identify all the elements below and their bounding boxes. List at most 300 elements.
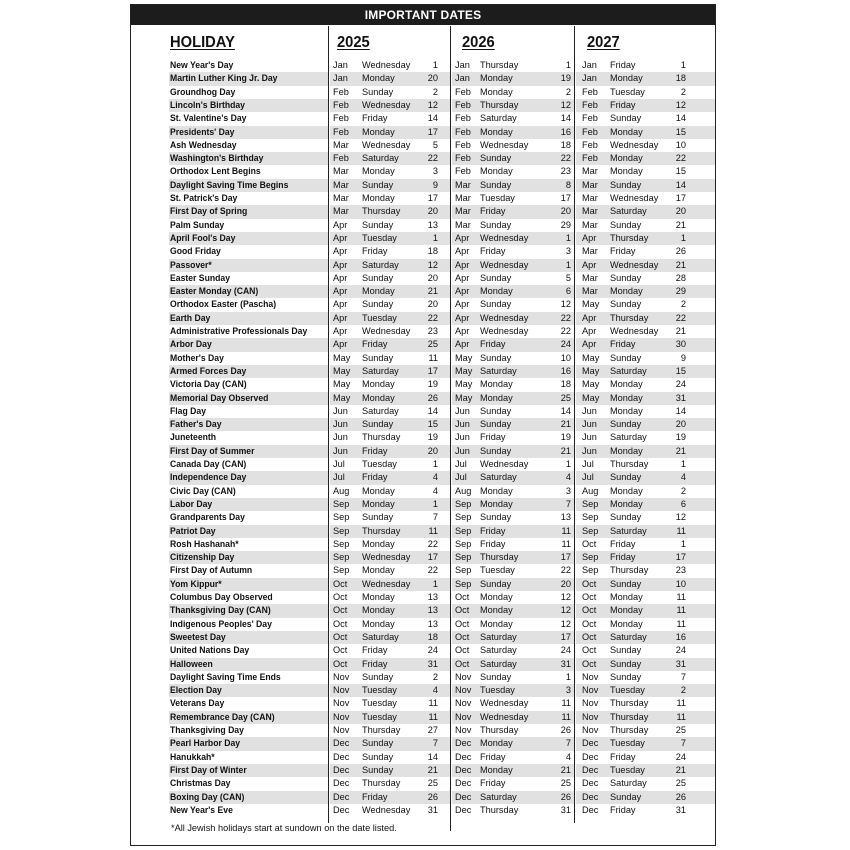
year-2025-day-number: 4 xyxy=(432,485,438,496)
year-2026-day-number: 26 xyxy=(560,791,571,802)
year-2025-day-number: 17 xyxy=(427,193,438,203)
table-row xyxy=(131,72,715,85)
year-2026-weekday: Wednesday xyxy=(480,711,529,722)
table-row xyxy=(131,724,715,737)
row-shading xyxy=(576,471,715,484)
table-row xyxy=(131,352,715,365)
year-2027-weekday: Sunday xyxy=(610,578,642,589)
holiday-name: Daylight Saving Time Begins xyxy=(170,179,289,190)
year-2027-day-number: 2 xyxy=(680,485,686,496)
year-2026-day-number: 12 xyxy=(560,99,571,110)
year-2026-day-number: 3 xyxy=(565,685,571,696)
year-2027-weekday: Thursday xyxy=(610,711,649,722)
year-2025-weekday: Friday xyxy=(362,658,388,669)
holiday-name: Canada Day (CAN) xyxy=(170,459,247,469)
year-2025-month: Nov xyxy=(333,698,350,709)
year-2026-month: Jan xyxy=(455,73,470,84)
year-2026-weekday: Wednesday xyxy=(480,259,529,270)
year-2026-weekday: Monday xyxy=(480,618,513,629)
table-row xyxy=(131,298,715,311)
year-2025-month: Apr xyxy=(333,299,348,310)
year-2026-day-number: 3 xyxy=(565,485,571,496)
year-2026-day-number: 31 xyxy=(560,658,571,669)
year-2027-weekday: Wednesday xyxy=(610,326,659,336)
table-row xyxy=(131,644,715,657)
year-2026-month: Feb xyxy=(455,126,471,137)
year-2027-day-number: 14 xyxy=(675,113,686,124)
year-2026-day-number: 21 xyxy=(560,445,571,456)
year-2027-month: Mar xyxy=(582,166,598,177)
table-row xyxy=(131,126,715,139)
table-row xyxy=(131,139,715,152)
year-2026-weekday: Monday xyxy=(480,286,513,297)
year-2027-month: Mar xyxy=(582,286,598,297)
page-title: IMPORTANT DATES xyxy=(131,5,715,25)
year-2025-weekday: Monday xyxy=(362,392,395,403)
year-2026-weekday: Saturday xyxy=(480,472,517,483)
year-2026-month: Oct xyxy=(455,631,470,642)
year-2026-month: Apr xyxy=(455,246,470,257)
year-2025-day-number: 3 xyxy=(432,166,438,177)
year-2026-month: Apr xyxy=(455,326,470,336)
year-2027-weekday: Monday xyxy=(610,485,643,496)
holiday-name: Thanksgiving Day (CAN) xyxy=(170,605,271,616)
table-row xyxy=(131,312,715,325)
year-2026-day-number: 3 xyxy=(565,246,571,257)
year-2027-weekday: Monday xyxy=(610,618,643,629)
year-2025-weekday: Wednesday xyxy=(362,804,411,815)
year-2025-month: Apr xyxy=(333,272,348,283)
year-2025-month: Apr xyxy=(333,326,348,336)
year-2027-day-number: 15 xyxy=(675,365,686,376)
year-2027-month: Oct xyxy=(582,658,597,669)
year-2026-month: Feb xyxy=(455,153,471,164)
holiday-name: Flag Day xyxy=(170,405,206,416)
year-2027-weekday: Monday xyxy=(610,392,643,403)
year-2025-weekday: Monday xyxy=(362,126,395,137)
table-row xyxy=(131,485,715,498)
table-row xyxy=(131,658,715,671)
year-2027-day-number: 11 xyxy=(676,525,686,536)
year-2027-day-number: 12 xyxy=(675,512,686,523)
holiday-name: Orthodox Easter (Pascha) xyxy=(170,299,277,310)
year-2026-month: Jul xyxy=(455,459,467,469)
year-2025-month: Mar xyxy=(333,139,349,150)
year-2027-weekday: Saturday xyxy=(610,365,647,376)
year-2026-weekday: Saturday xyxy=(480,791,517,802)
year-2026-weekday: Friday xyxy=(480,525,506,536)
year-2025-day-number: 7 xyxy=(432,512,438,523)
year-2025-month: Apr xyxy=(333,286,348,297)
year-2027-month: Apr xyxy=(582,232,597,243)
year-2025-day-number: 23 xyxy=(427,326,438,336)
year-2026-day-number: 1 xyxy=(565,259,571,270)
year-2027-month: Feb xyxy=(582,99,598,110)
holiday-name: St. Valentine's Day xyxy=(170,113,247,124)
year-2025-day-number: 1 xyxy=(432,498,438,509)
year-2027-weekday: Thursday xyxy=(610,725,649,735)
year-2027-day-number: 11 xyxy=(676,592,686,602)
year-2025-weekday: Friday xyxy=(362,246,388,257)
year-2026-day-number: 1 xyxy=(565,60,571,70)
year-2027-weekday: Sunday xyxy=(610,179,642,190)
year-2027-weekday: Friday xyxy=(610,246,636,257)
year-2027-month: Apr xyxy=(582,259,597,270)
year-2026-weekday: Wednesday xyxy=(480,312,529,323)
year-2027-month: Mar xyxy=(582,219,598,230)
year-2027-day-number: 21 xyxy=(675,764,686,775)
year-2025-day-number: 11 xyxy=(428,711,438,722)
year-2025-month: Feb xyxy=(333,113,349,124)
year-2026-weekday: Saturday xyxy=(480,658,517,669)
year-2026-month: Dec xyxy=(455,764,472,775)
year-2027-month: Apr xyxy=(582,339,597,350)
table-row xyxy=(131,86,715,99)
year-2026-weekday: Friday xyxy=(480,206,506,217)
year-2026-day-number: 5 xyxy=(565,272,571,283)
year-2026-day-number: 21 xyxy=(560,764,571,775)
year-2027-weekday: Thursday xyxy=(610,459,649,469)
table-row xyxy=(131,285,715,298)
year-2027-weekday: Friday xyxy=(610,99,636,110)
year-2026-weekday: Thursday xyxy=(480,552,519,563)
year-2026-weekday: Friday xyxy=(480,339,506,350)
year-2027-month: Sep xyxy=(582,525,599,536)
year-2025-month: Sep xyxy=(333,498,350,509)
year-2026-month: Feb xyxy=(455,99,471,110)
holiday-name: Orthodox Lent Begins xyxy=(170,166,261,177)
year-2025-weekday: Saturday xyxy=(362,631,399,642)
year-2027-weekday: Friday xyxy=(610,339,636,350)
year-2025-weekday: Wednesday xyxy=(362,139,411,150)
year-2025-weekday: Monday xyxy=(362,193,395,203)
year-2026-month: Sep xyxy=(455,498,472,509)
year-2025-day-number: 26 xyxy=(427,791,438,802)
holiday-name: First Day of Winter xyxy=(170,764,247,775)
year-2027-month: Dec xyxy=(582,791,599,802)
year-2026-month: Feb xyxy=(455,86,471,97)
year-2026-weekday: Monday xyxy=(480,605,513,616)
year-2025-header: 2025 xyxy=(337,34,370,51)
year-2026-month: Sep xyxy=(455,525,472,536)
year-2027-weekday: Wednesday xyxy=(610,139,659,150)
year-2026-weekday: Sunday xyxy=(480,512,512,523)
table-row xyxy=(131,777,715,790)
row-shading xyxy=(576,72,715,85)
year-2026-weekday: Monday xyxy=(480,592,513,602)
year-2027-weekday: Tuesday xyxy=(610,764,645,775)
year-2027-day-number: 10 xyxy=(675,139,686,150)
year-2026-header: 2026 xyxy=(462,34,495,51)
year-2027-day-number: 19 xyxy=(675,432,686,443)
table-row xyxy=(131,511,715,524)
holiday-name: New Year's Eve xyxy=(170,804,233,815)
year-2026-weekday: Saturday xyxy=(480,645,517,656)
year-2025-month: Apr xyxy=(333,219,348,230)
year-2026-weekday: Wednesday xyxy=(480,698,529,709)
year-2027-day-number: 21 xyxy=(675,259,686,270)
year-2026-month: Dec xyxy=(455,751,472,762)
year-2025-month: Nov xyxy=(333,671,350,682)
row-shading xyxy=(576,445,715,458)
holiday-name: Yom Kippur* xyxy=(170,578,222,589)
year-2025-weekday: Monday xyxy=(362,592,395,602)
holiday-name: Armed Forces Day xyxy=(170,365,247,376)
year-2026-month: Nov xyxy=(455,725,472,735)
year-2027-month: Apr xyxy=(582,326,597,336)
year-2025-weekday: Saturday xyxy=(362,259,399,270)
year-2025-day-number: 20 xyxy=(427,299,438,310)
year-2025-day-number: 12 xyxy=(427,259,438,270)
table-row xyxy=(131,711,715,724)
year-2025-month: Dec xyxy=(333,778,350,789)
table-row xyxy=(131,737,715,750)
year-2026-day-number: 12 xyxy=(560,618,571,629)
holiday-name: April Fool's Day xyxy=(170,232,236,243)
year-2027-weekday: Monday xyxy=(610,592,643,602)
row-shading xyxy=(576,578,715,591)
year-2026-day-number: 14 xyxy=(560,405,571,416)
year-2025-day-number: 11 xyxy=(428,698,438,709)
holiday-name: Easter Sunday xyxy=(170,272,230,283)
year-2026-day-number: 26 xyxy=(560,725,571,735)
year-2025-month: Jan xyxy=(333,73,348,84)
year-2026-month: Apr xyxy=(455,232,470,243)
year-2025-month: Dec xyxy=(333,804,350,815)
year-2025-day-number: 11 xyxy=(428,352,438,363)
year-2026-month: Aug xyxy=(455,485,472,496)
table-row xyxy=(131,392,715,405)
year-2027-month: Mar xyxy=(582,179,598,190)
year-2027-weekday: Sunday xyxy=(610,113,642,124)
year-2026-day-number: 14 xyxy=(560,113,571,124)
year-2025-weekday: Monday xyxy=(362,565,395,576)
year-2025-day-number: 1 xyxy=(432,459,438,469)
year-2026-month: Sep xyxy=(455,578,472,589)
year-2027-month: Jul xyxy=(582,459,594,469)
year-2027-weekday: Sunday xyxy=(610,791,642,802)
table-row xyxy=(131,338,715,351)
year-2026-weekday: Thursday xyxy=(480,804,519,815)
year-2026-day-number: 25 xyxy=(560,778,571,789)
table-row xyxy=(131,591,715,604)
year-2025-weekday: Monday xyxy=(362,379,395,390)
holiday-name: Labor Day xyxy=(170,498,213,509)
year-2025-day-number: 22 xyxy=(427,153,438,164)
year-2025-month: Sep xyxy=(333,512,350,523)
year-2027-month: Nov xyxy=(582,725,599,735)
year-2025-day-number: 7 xyxy=(432,738,438,749)
year-2027-month: May xyxy=(582,365,600,376)
year-2025-month: Dec xyxy=(333,764,350,775)
table-row xyxy=(131,272,715,285)
year-2027-day-number: 21 xyxy=(675,326,686,336)
year-2025-day-number: 20 xyxy=(427,445,438,456)
year-2027-month: Oct xyxy=(582,631,597,642)
year-2026-weekday: Sunday xyxy=(480,578,512,589)
year-2026-day-number: 22 xyxy=(560,312,571,323)
year-2026-day-number: 4 xyxy=(565,751,571,762)
year-2027-month: Oct xyxy=(582,645,597,656)
year-2027-month: Feb xyxy=(582,139,598,150)
year-2027-weekday: Friday xyxy=(610,60,636,70)
year-2027-day-number: 1 xyxy=(680,60,686,70)
holiday-name: Remembrance Day (CAN) xyxy=(170,711,275,722)
year-2025-weekday: Sunday xyxy=(362,751,394,762)
year-2025-month: Dec xyxy=(333,791,350,802)
year-2026-weekday: Wednesday xyxy=(480,459,529,469)
year-2027-day-number: 17 xyxy=(675,552,686,563)
year-2027-month: Sep xyxy=(582,565,599,576)
year-2026-month: Nov xyxy=(455,698,472,709)
year-2026-month: Apr xyxy=(455,312,470,323)
year-2027-month: Oct xyxy=(582,605,597,616)
year-2026-day-number: 16 xyxy=(560,126,571,137)
year-2026-weekday: Friday xyxy=(480,778,506,789)
year-2027-weekday: Thursday xyxy=(610,565,649,576)
year-2025-month: Oct xyxy=(333,578,348,589)
year-2026-day-number: 20 xyxy=(560,578,571,589)
holiday-name: Memorial Day Observed xyxy=(170,392,269,403)
year-2027-month: May xyxy=(582,352,600,363)
year-2026-weekday: Monday xyxy=(480,86,513,97)
holiday-name: Thanksgiving Day xyxy=(170,725,244,735)
year-2025-weekday: Monday xyxy=(362,286,395,297)
year-2025-weekday: Thursday xyxy=(362,206,401,217)
year-2026-weekday: Sunday xyxy=(480,299,512,310)
holiday-name: Presidents' Day xyxy=(170,126,235,137)
year-2026-month: May xyxy=(455,352,473,363)
year-2026-day-number: 24 xyxy=(560,339,571,350)
year-2027-weekday: Sunday xyxy=(610,272,642,283)
year-2026-month: Sep xyxy=(455,552,472,563)
year-2025-day-number: 18 xyxy=(427,631,438,642)
year-2027-weekday: Friday xyxy=(610,538,636,549)
year-2027-day-number: 14 xyxy=(675,405,686,416)
year-2026-weekday: Friday xyxy=(480,432,506,443)
year-2025-weekday: Monday xyxy=(362,618,395,629)
holiday-name: Citizenship Day xyxy=(170,552,235,563)
year-2025-month: Jun xyxy=(333,419,348,430)
year-2027-day-number: 23 xyxy=(675,565,686,576)
year-2026-weekday: Sunday xyxy=(480,405,512,416)
holiday-name: Palm Sunday xyxy=(170,219,225,230)
year-2025-month: Mar xyxy=(333,206,349,217)
year-2025-day-number: 9 xyxy=(432,179,438,190)
year-2027-weekday: Wednesday xyxy=(610,193,659,203)
year-2026-day-number: 4 xyxy=(565,472,571,483)
holiday-name: Earth Day xyxy=(170,312,211,323)
year-2026-weekday: Monday xyxy=(480,485,513,496)
table-row xyxy=(131,697,715,710)
year-2027-weekday: Monday xyxy=(610,153,643,164)
holiday-name: Columbus Day Observed xyxy=(170,592,273,602)
year-2027-day-number: 2 xyxy=(680,299,686,310)
year-2025-weekday: Tuesday xyxy=(362,711,397,722)
year-2026-weekday: Sunday xyxy=(480,272,512,283)
year-2025-day-number: 1 xyxy=(432,232,438,243)
year-2027-day-number: 31 xyxy=(675,804,686,815)
year-2026-weekday: Monday xyxy=(480,764,513,775)
table-row xyxy=(131,431,715,444)
holiday-name: First Day of Autumn xyxy=(170,565,253,576)
table-row xyxy=(131,325,715,338)
holiday-name: New Year's Day xyxy=(170,60,234,70)
holiday-name: Grandparents Day xyxy=(170,512,245,523)
table-row xyxy=(131,578,715,591)
table-row xyxy=(131,764,715,777)
year-2025-month: Oct xyxy=(333,605,348,616)
year-2026-month: Mar xyxy=(455,179,471,190)
year-2026-weekday: Monday xyxy=(480,126,513,137)
year-2026-day-number: 25 xyxy=(560,392,571,403)
year-2027-month: Nov xyxy=(582,671,599,682)
year-2027-month: Oct xyxy=(582,538,597,549)
year-2027-month: Mar xyxy=(582,246,598,257)
year-2027-weekday: Sunday xyxy=(610,658,642,669)
year-2026-month: Dec xyxy=(455,778,472,789)
year-2026-month: Dec xyxy=(455,804,472,815)
year-2026-month: Apr xyxy=(455,272,470,283)
year-2027-day-number: 31 xyxy=(675,658,686,669)
year-2026-weekday: Thursday xyxy=(480,99,519,110)
year-2025-day-number: 31 xyxy=(427,658,438,669)
year-2027-weekday: Thursday xyxy=(610,312,649,323)
year-2025-month: Jan xyxy=(333,60,348,70)
year-2025-weekday: Thursday xyxy=(362,778,401,789)
year-2026-weekday: Friday xyxy=(480,538,506,549)
table-row xyxy=(131,152,715,165)
year-2025-month: Sep xyxy=(333,552,350,563)
year-2025-day-number: 4 xyxy=(432,472,438,483)
year-2027-month: Feb xyxy=(582,153,598,164)
year-2025-month: Feb xyxy=(333,126,349,137)
year-2025-weekday: Sunday xyxy=(362,299,394,310)
year-2027-month: Nov xyxy=(582,711,599,722)
year-2026-day-number: 17 xyxy=(560,631,571,642)
year-2026-day-number: 11 xyxy=(561,538,571,549)
year-2025-weekday: Thursday xyxy=(362,725,401,735)
year-2027-day-number: 16 xyxy=(675,631,686,642)
year-2027-month: Jun xyxy=(582,432,597,443)
year-2025-weekday: Wednesday xyxy=(362,326,411,336)
holiday-name: Easter Monday (CAN) xyxy=(170,286,259,297)
year-2025-day-number: 2 xyxy=(432,86,438,97)
year-2025-month: Mar xyxy=(333,179,349,190)
year-2025-day-number: 14 xyxy=(427,405,438,416)
year-2025-weekday: Sunday xyxy=(362,86,394,97)
year-2025-month: May xyxy=(333,392,351,403)
year-2025-day-number: 4 xyxy=(432,685,438,696)
year-2027-day-number: 30 xyxy=(675,339,686,350)
year-2026-month: Dec xyxy=(455,738,472,749)
year-2027-weekday: Saturday xyxy=(610,206,647,217)
year-2026-month: Jun xyxy=(455,405,470,416)
year-2025-day-number: 14 xyxy=(427,751,438,762)
year-2025-weekday: Tuesday xyxy=(362,312,397,323)
year-2025-weekday: Saturday xyxy=(362,153,399,164)
year-2025-weekday: Monday xyxy=(362,166,395,177)
year-2027-weekday: Monday xyxy=(610,445,643,456)
year-2026-day-number: 10 xyxy=(560,352,571,363)
year-2027-weekday: Saturday xyxy=(610,778,647,789)
year-2027-month: May xyxy=(582,392,600,403)
year-2027-day-number: 11 xyxy=(676,711,686,722)
table-row xyxy=(131,751,715,764)
year-2026-day-number: 7 xyxy=(565,498,571,509)
table-row xyxy=(131,405,715,418)
year-2027-month: Mar xyxy=(582,206,598,217)
